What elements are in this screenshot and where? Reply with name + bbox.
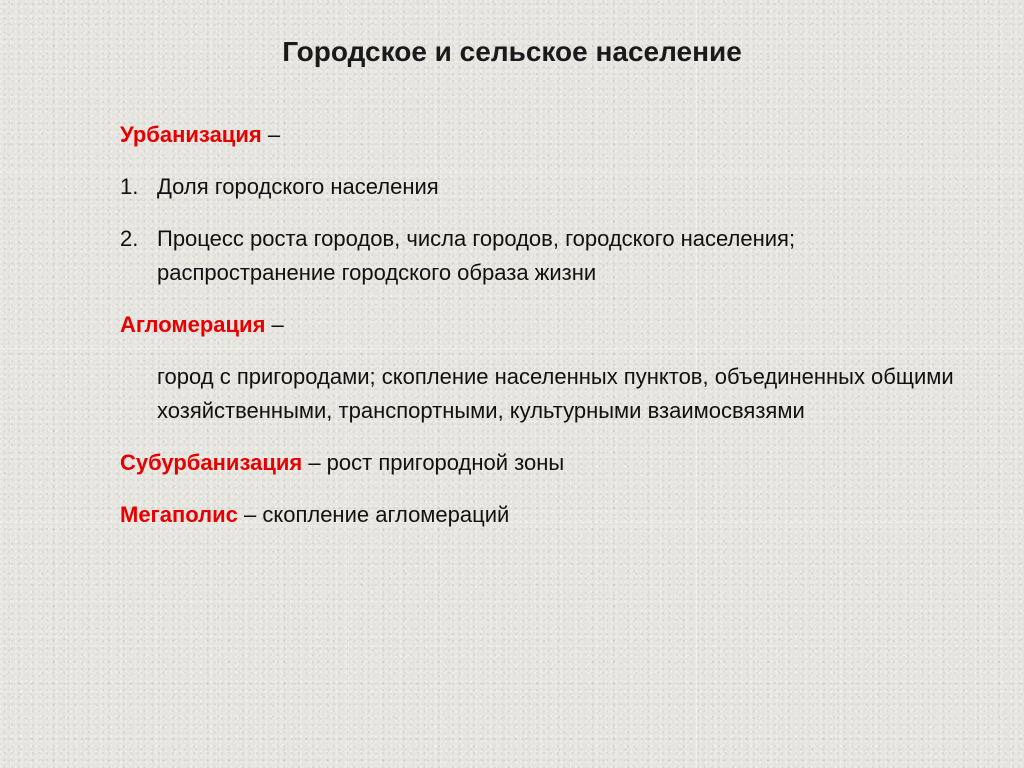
slide-content <box>120 118 960 550</box>
agglomeration-definition: город с пригородами; скопление населенных пунктов, объединенных общими хозяйственными, транспортными, культурными взаимосвязями <box>157 364 954 423</box>
agglomeration-heading <box>120 308 960 342</box>
list-item <box>120 170 960 204</box>
megalopolis-line <box>120 498 960 532</box>
list-text: Доля городского населения <box>157 174 439 199</box>
term-agglomeration: Агломерация <box>120 312 266 337</box>
urbanization-heading <box>120 118 960 152</box>
megalopolis-definition: – скопление агломераций <box>237 502 510 527</box>
term-megalopolis: Мегаполис <box>120 502 238 527</box>
term-suburbanization: Субурбанизация <box>120 450 303 475</box>
list-number: 1. <box>120 174 139 199</box>
list-item <box>120 222 960 290</box>
term-separator: – <box>261 122 281 147</box>
term-urbanization: Урбанизация <box>120 122 262 147</box>
slide-title: Городское и сельское население <box>282 36 742 67</box>
term-separator: – <box>265 312 284 337</box>
suburbanization-line <box>120 446 960 480</box>
list-text: Процесс роста городов, числа городов, городского населения; распространение городского образа жизни <box>157 226 796 285</box>
list-number: 2. <box>120 226 139 251</box>
suburbanization-definition: – рост пригородной зоны <box>302 450 565 475</box>
